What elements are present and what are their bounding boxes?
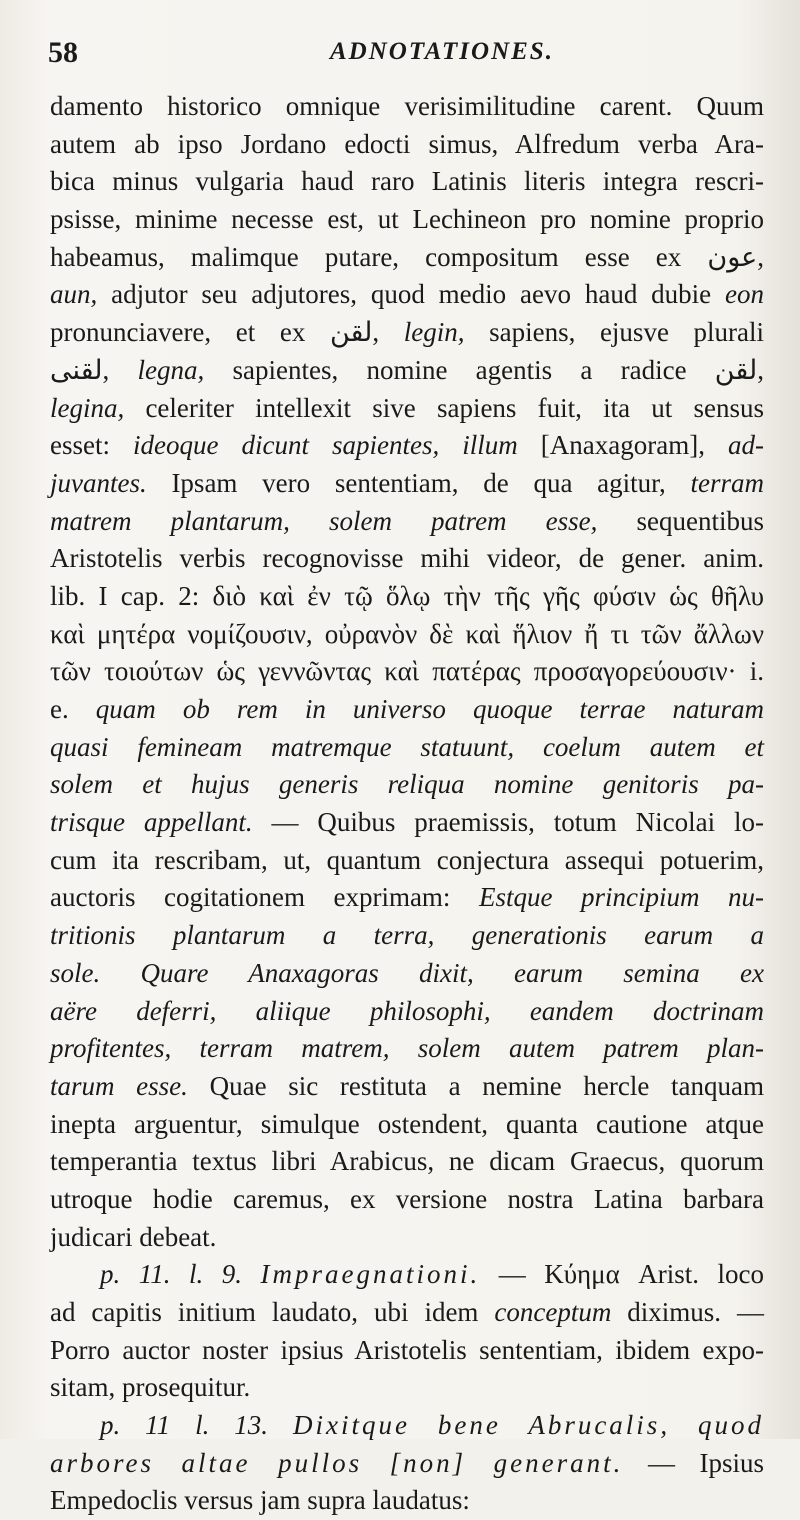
text-line: [50, 1407, 764, 1445]
text-line: [50, 1332, 764, 1370]
text-run: psisse, minime necesse est, ut Lechineon pro nomine proprio: [50, 204, 764, 235]
text-run: celeriter intellexit sive sapiens fuit, ita ut sensus: [124, 392, 764, 423]
text-run: Ipsam vero sententiam, de qua agitur,: [146, 467, 691, 498]
italic-text: legna,: [137, 354, 205, 385]
text-line: [50, 88, 764, 126]
text-line: [50, 917, 764, 955]
text-run: pronunciavere, et ex: [50, 317, 330, 348]
arabic-word: لقن: [714, 354, 758, 385]
page-header: [48, 30, 768, 80]
text-line: [50, 201, 764, 239]
text-run: e.: [50, 694, 96, 724]
text-line: [50, 1068, 764, 1106]
text-line: [50, 1482, 764, 1520]
italic-text: aun,: [50, 279, 98, 310]
italic-text: terram: [690, 467, 764, 498]
text-run: — Ipsius: [623, 1447, 764, 1478]
text-run: lib. I cap. 2: διὸ καὶ ἐν τῷ ὅλῳ τὴν τῆς γῆς φύσιν ὡς θῆλυ: [50, 580, 764, 611]
italic-text: quasi femineam matremque statuunt, coelum autem et: [50, 731, 764, 762]
text-line: [50, 239, 764, 277]
text-line: [50, 955, 764, 993]
text-run: diximus. —: [611, 1297, 764, 1327]
text-run: bica minus vulgaria haud raro Latinis literis integra rescri-: [50, 166, 764, 197]
text-run: sitam, prosequitur.: [50, 1372, 251, 1403]
text-run: ,: [757, 241, 764, 272]
text-line: [50, 276, 764, 314]
italic-text: p. 11. l. 9.: [100, 1259, 242, 1290]
italic-text: p. 11 l. 13.: [100, 1410, 269, 1441]
text-line: [50, 804, 764, 842]
text-line: [50, 766, 764, 804]
arabic-word: عون: [707, 241, 758, 272]
italic-text: trisque appellant.: [50, 807, 253, 838]
text-line: [50, 427, 764, 465]
italic-text: ideoque dicunt sapientes, illum: [133, 430, 518, 461]
text-run: adjutor seu adjutores, quod medio aevo haud dubie: [97, 279, 726, 310]
text-run: utroque hodie caremus, ex versione nostra Latina barbara: [50, 1183, 764, 1214]
text-run: habeamus, malimque putare, compositum esse ex: [50, 241, 708, 272]
text-run: Porro auctor noster ipsius Aristotelis sententiam, ibidem expo-: [50, 1334, 764, 1365]
italic-text: tritionis plantarum a terra, generationis earum a: [50, 920, 764, 951]
italic-text: Dixitque bene Abrucalis, quod: [293, 1410, 765, 1441]
text-line: [50, 616, 764, 654]
text-run: — Κύημα Arist. loco: [480, 1259, 765, 1290]
italic-text: solem et hujus generis reliqua nomine genitoris pa-: [50, 769, 764, 800]
text-line: [50, 1294, 764, 1332]
italic-text: arbores altae pullos [non] generant.: [50, 1447, 624, 1478]
arabic-word: لقن: [329, 317, 373, 348]
text-run: ,: [102, 354, 138, 385]
italic-text: legin,: [403, 317, 465, 348]
text-line: [50, 1219, 764, 1257]
italic-text: aëre deferri, aliique philosophi, eandem doctrinam: [50, 995, 764, 1026]
text-run: ,: [757, 354, 764, 385]
page-number: 58: [48, 36, 78, 69]
text-run: auctoris cogitationem exprimam:: [50, 882, 479, 913]
text-run: Empedoclis versus jam supra laudatus:: [50, 1485, 470, 1516]
italic-text: ad-: [727, 430, 764, 461]
arabic-word: لقنى: [50, 354, 103, 385]
text-run: ad capitis initium laudato, ubi idem: [50, 1297, 495, 1327]
text-line: [50, 1445, 764, 1483]
text-line: [50, 126, 764, 164]
text-run: καὶ μητέρα νομίζουσιν, οὐρανὸν δὲ καὶ ἥλιον ἤ τι τῶν ἄλλων: [50, 618, 764, 649]
text-line: [50, 465, 764, 503]
text-line: [50, 163, 764, 201]
body-text: [50, 88, 764, 1520]
text-line: [50, 691, 764, 729]
text-run: — Quibus praemissis, totum Nicolai lo-: [252, 807, 764, 838]
text-line: [50, 1369, 764, 1407]
text-line: [50, 503, 764, 541]
italic-text: conceptum: [494, 1297, 612, 1327]
italic-text: profitentes, terram matrem, solem autem patrem plan-: [50, 1033, 764, 1064]
italic-text: quam ob rem in universo quoque terrae naturam: [95, 694, 765, 724]
text-line: [50, 390, 764, 428]
text-run: cum ita rescribam, ut, quantum conjectura assequi potuerim,: [50, 844, 764, 875]
text-run: Quae sic restituta a nemine hercle tanquam: [187, 1070, 764, 1101]
text-line: [50, 540, 764, 578]
text-run: esset:: [50, 430, 134, 461]
text-run: sapiens, ejusve plurali: [464, 317, 765, 348]
text-run: inepta arguentur, simulque ostendent, quanta cautione atque: [50, 1108, 764, 1139]
text-run: τῶν τοιούτων ὡς γεννῶντας καὶ πατέρας προσαγορεύουσιν· i.: [50, 656, 764, 687]
text-run: [268, 1410, 293, 1440]
text-run: sapientes, nomine agentis a radice: [204, 354, 715, 385]
text-run: [Anaxagoram],: [517, 430, 728, 461]
italic-text: juvantes.: [50, 467, 147, 498]
text-line: [50, 1106, 764, 1144]
italic-text: eon: [725, 279, 764, 310]
text-run: autem ab ipso Jordano edocti simus, Alfredum verba Ara-: [50, 128, 764, 159]
italic-text: tarum esse.: [50, 1070, 188, 1101]
text-line: [50, 653, 764, 691]
italic-text: Estque principium nu-: [478, 882, 764, 913]
italic-text: matrem plantarum, solem patrem esse,: [50, 505, 598, 536]
running-head: ADNOTATIONES.: [330, 38, 554, 65]
text-run: [242, 1259, 261, 1289]
text-line: [50, 1181, 764, 1219]
text-run: ,: [372, 317, 404, 348]
text-line: [50, 993, 764, 1031]
text-line: [50, 1143, 764, 1181]
italic-text: legina,: [50, 392, 125, 423]
text-line: [50, 1256, 764, 1294]
text-line: [50, 352, 764, 390]
text-run: judicari debeat.: [50, 1221, 217, 1252]
text-line: [50, 879, 764, 917]
text-line: [50, 1030, 764, 1068]
text-line: [50, 842, 764, 880]
text-run: sequentibus: [597, 505, 764, 536]
italic-text: Impraegnationi.: [260, 1259, 481, 1290]
text-line: [50, 578, 764, 616]
text-line: [50, 729, 764, 767]
italic-text: sole. Quare Anaxagoras dixit, earum semina ex: [50, 957, 764, 988]
text-line: [50, 314, 764, 352]
text-run: temperantia textus libri Arabicus, ne dicam Graecus, quorum: [50, 1146, 764, 1177]
text-run: Aristotelis verbis recognovisse mihi videor, de gener. anim.: [50, 543, 764, 574]
text-run: damento historico omnique verisimilitudine carent. Quum: [50, 91, 764, 121]
